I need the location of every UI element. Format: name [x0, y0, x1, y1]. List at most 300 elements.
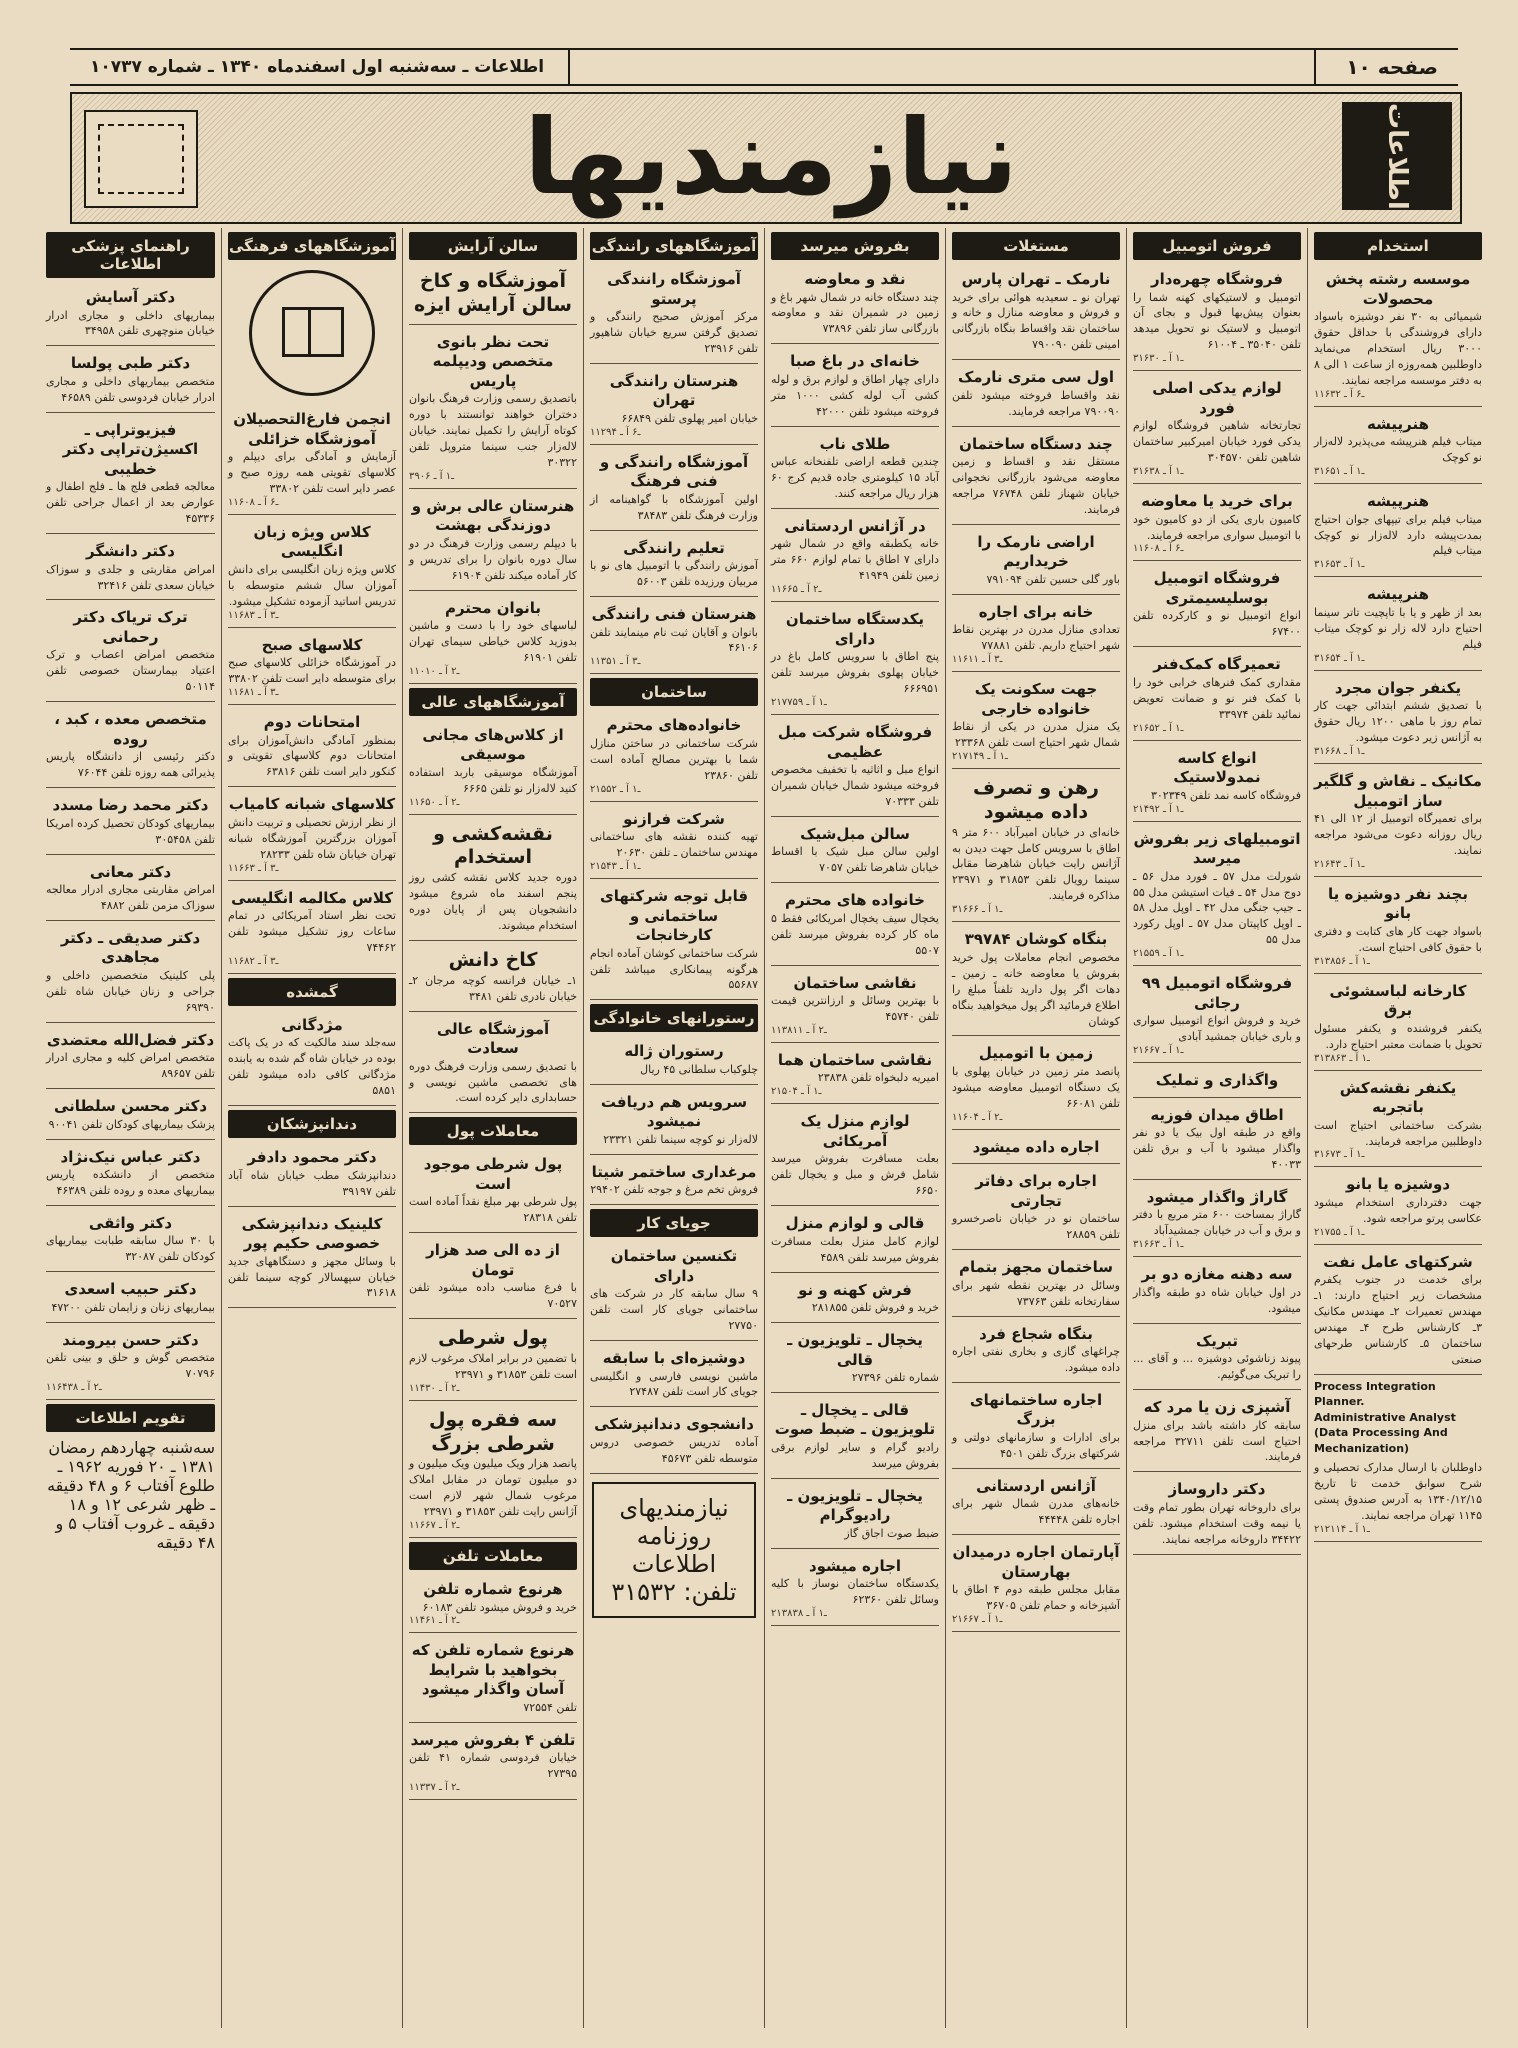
ad-body: لباسهای خود را با دست و ماشین بدوزید کلاس خیاطی سیمای تهران تلفن ۶۱۹۰۱ [409, 619, 577, 664]
classified-ad [590, 712, 758, 801]
ad-body: واقع در طبقه اول بیک یا دو نفر واگذار میشود با آب و برق تلفن ۴۰۰۳۳ [1133, 1126, 1301, 1171]
ad-reference: ۱ـ۳ آ ـ ۱۶۶۳ [228, 862, 279, 874]
section-heading: استخدام [1314, 232, 1482, 260]
classified-ad [952, 1134, 1120, 1165]
classified-ad [1133, 826, 1301, 967]
ad-heading: کارخانه لباسشوئی برق [1329, 981, 1467, 1020]
ad-body: خیابان امیر پهلوی تلفن ۶۶۸۴۹ [621, 411, 758, 425]
classified-ad [409, 595, 577, 684]
ad-reference: ۱ـ۶ آ ـ ۱۶۰۸ [228, 496, 279, 508]
classified-ad [1314, 488, 1482, 577]
classified-ad [409, 1151, 577, 1233]
classified-ad [771, 266, 939, 344]
classified-ad [46, 1327, 215, 1400]
ad-body: باسواد جهت کار های کتابت و دفتری با حقوق کافی احتیاج است. [1314, 924, 1482, 954]
ad-body: امیریه دلبخواه تلفن ۲۳۸۳۸ [817, 1071, 939, 1085]
ad-heading: نقشه‌کشی و استخدام [433, 822, 553, 869]
ad-heading: قالی ـ یخچال ـ تلویزیون ـ ضبط صوت [774, 1400, 936, 1439]
ad-heading: رستوران ژاله [624, 1042, 724, 1061]
ad-body: شرکت ساختمانی کوشان آماده انجام هرگونه پیمانکاری میباشد تلفن ۵۵۶۸۷ [590, 946, 758, 992]
ad-reference: ۳ـ۱ آ ـ ۱۶۶۶ [952, 904, 1003, 916]
ad-body: شیمیائی به ۳۰ نفر دوشیزه باسواد دارای فروشندگی با حداقل حقوق ۳۰۰۰ ریال استخدام می‌نماید داوطلبین همه‌روزه از ساعت ۱ الی ۸ به دفتر موسسه مراجعه نمایند. [1314, 310, 1483, 387]
classified-ad [771, 887, 939, 965]
ad-reference: ۳ـ۱ آ ـ ۱۳۸۵۶ [1314, 955, 1370, 967]
ad-column [583, 228, 764, 2028]
ad-heading: یکنفر جوان مجرد [1334, 678, 1462, 697]
section-heading: راهنمای پزشکی اطلاعات [46, 232, 215, 278]
classified-ad [590, 1089, 758, 1155]
ad-reference: ۲ـ۱ آ ـ ۱۵۵۹ [1133, 948, 1184, 960]
classified-ad [771, 1327, 939, 1393]
ad-reference: ۱ـ۲ آ ـ ۱۴۳۰ [409, 1382, 460, 1394]
classified-ad [46, 925, 215, 1023]
ad-reference: ۲ـ۱ آ ـ ۱۷۱۴۹ [952, 751, 1008, 763]
ad-heading: دکتر آسایش [85, 288, 176, 306]
ad-heading: برای خرید یا معاوضه [1141, 492, 1293, 511]
ad-body: باتصدیق رسمی وزارت فرهنگ بانوان دختران خواهند توانستند با دوره کوتاه آرایش را تکمیل نمایند. خیابان لاله‌زار جنب سینما متروپل تلفن ۳۰۳۲۲ [409, 392, 577, 469]
ad-heading: دوشیزه یا بانو [1345, 1175, 1451, 1194]
classified-ad [1314, 1075, 1482, 1168]
ad-heading: خانواده های محترم [785, 891, 925, 910]
ad-heading: دکتر محمد رضا مسدد [52, 796, 209, 815]
classified-ad [228, 791, 396, 880]
ad-body: ضبط صوت اجاق گاز [844, 1526, 939, 1540]
ad-heading: آموزشگاه و کاخ سالن آرایش ایزه [414, 270, 572, 316]
ad-heading: پول شرطی موجود است [423, 1155, 563, 1193]
classified-ad [228, 885, 396, 974]
classified-ad [409, 266, 577, 325]
ad-body: خانه یکطبقه واقع در شمال شهر دارای ۷ اطاق با تمام لوازم ۶۶۰ متر زمین تلفن ۴۱۹۴۹ [771, 537, 940, 583]
ad-body: آموزشگاه موسیقی باربد استفاده کنید لاله‌زار نو تلفن ۶۶۶۵ [409, 765, 577, 795]
ad-body: بشرکت ساختمانی احتیاج است داوطلبین مراجعه فرمایند. [1314, 1118, 1482, 1148]
ad-heading: گاراژ واگذار میشود [1146, 1187, 1288, 1206]
classified-ad [590, 535, 758, 597]
ad-body: با تصدیق رسمی وزارت فرهنگ دوره های تخصصی ماشین نویسی و حسابداری دایر کرده است. [409, 1059, 577, 1105]
ad-reference: ۱ـ۳ آ ـ ۱۳۵۱ [590, 656, 641, 668]
ad-body: مرکز آموزش صحیح رانندگی و تصدیق گرفتن سریع خیابان شاهپور تلفن ۲۳۹۱۶ [590, 310, 758, 355]
ad-heading: متخصص معده ، کبد ، روده [54, 710, 207, 748]
ad-body: لاله‌زار نو کوچه سینما تلفن ۲۳۳۲۱ [603, 1132, 758, 1146]
ad-heading: سرویس هم دریافت نمیشود [600, 1092, 748, 1131]
classified-ad [409, 329, 577, 489]
classified-ad [46, 417, 215, 534]
ad-heading: بنگاه شجاع فرد [979, 1324, 1093, 1343]
ad-reference: ۱ـ۲ آ ـ ۱۶۶۷ [409, 1520, 460, 1531]
ad-body: چراغهای گازی و بخاری نفتی اجاره داده میشود. [952, 1345, 1120, 1374]
ad-reference: ۱ـ۲ آ ـ ۱۳۸۱۱ [771, 1024, 827, 1036]
ad-reference: ۱ـ۶ آ ـ ۱۲۹۴ [590, 426, 641, 438]
ad-heading: تعلیم رانندگی [623, 538, 725, 557]
ad-reference: ۱ـ۲ آ ـ ۱۶۰۴ [952, 1111, 1003, 1123]
ad-heading: خانواده‌های محترم [606, 716, 742, 735]
ad-body: متخصص امراض کلیه و مجاری ادرار تلفن ۸۹۶۵۷ [46, 1051, 215, 1081]
ad-body: انواع اتومبیل نو و کارکرده تلفن ۶۷۴۰۰ [1133, 609, 1301, 639]
ad-body: متخصص بیماریهای داخلی و مجاری ادرار خیابان فردوسی تلفن ۴۶۵۸۹ [46, 374, 215, 404]
ad-body: آزمایش و آمادگی برای دیپلم و کلاسهای تقویتی همه روزه صبح و عصر دایر است تلفن ۳۳۸۰۲ [228, 450, 396, 495]
classified-ad [952, 364, 1120, 426]
ad-heading: شرکتهای عامل نفت [1323, 1252, 1473, 1271]
ad-heading: تبریک [1195, 1331, 1239, 1350]
ad-column [1126, 228, 1307, 2028]
ad-reference: ۳ـ۱ آ ـ ۱۶۵۳ [1314, 559, 1365, 571]
ad-heading: سالن مبل‌شیک [800, 824, 910, 843]
ad-heading: تحت نظر بانوی متخصص ودیپلمه پاریس [432, 332, 554, 390]
ad-heading: مکانیک ـ نقاش و گلگیر ساز اتومبیل [1314, 772, 1482, 810]
classified-ad [409, 1405, 577, 1538]
page-number: صفحه ۱۰ [1314, 50, 1458, 84]
ad-body: میتاب فیلم هنرپیشه می‌پذیرد لاله‌زار نو کوچک [1314, 435, 1482, 465]
classified-ad [409, 1016, 577, 1114]
classified-ad [1133, 1102, 1301, 1180]
ad-body: تعدادی منازل مدرن در بهترین نقاط شهر احتیاج داریم. تلفن ۷۷۸۸۱ [952, 623, 1120, 653]
masthead-logo: اطلاعات [1342, 102, 1452, 210]
classified-ad [228, 1144, 396, 1206]
ad-heading: آژانس اردستانی [976, 1476, 1096, 1495]
ad-heading: سه دهنه مغازه دو بر [1141, 1265, 1293, 1284]
ad-body: در اول خیابان شاه دو طبقه واگذار میشود. [1133, 1285, 1301, 1315]
ad-heading: جهت سکونت یک خانواده خارجی [974, 680, 1098, 718]
ad-body: پانصد متر زمین در خیابان پهلوی با یک دستگاه اتومبیل معاوضه میشود تلفن ۶۶۰۸۱ [952, 1064, 1120, 1110]
ad-heading: نارمک ـ تهران پارس [961, 270, 1111, 288]
ad-body: برای خدمت در جنوب یکفرم مشخصات زیر احتیاج دارند: ۱ـ مهندس تعمیرات ۲ـ مهندس مکانیک ۳ـ کارشناس طرح ۴ـ مهندس ساختمان ۵ـ کارشناس طرحهای صنعتی [1314, 1273, 1483, 1366]
classified-ad [590, 1411, 758, 1473]
ad-body: آماده تدریس خصوصی دروس متوسطه تلفن ۴۵۶۷۳ [590, 1435, 758, 1465]
classified-ad [771, 348, 939, 426]
classified-ad [409, 945, 577, 1012]
ad-heading: واگذاری و تملیک [1155, 1071, 1279, 1090]
ad-heading: نقد و معاوضه [804, 270, 906, 288]
classified-ad [771, 1210, 939, 1272]
classified-ad [1314, 768, 1482, 877]
classified-ad [1314, 675, 1482, 764]
ad-reference: ۳ـ۱ آ ـ ۹۰۶ [409, 470, 455, 482]
ad-body: دکتر رئیسی از دانشگاه پاریس پذیرائی همه روزه تلفن ۷۶۰۴۴ [46, 750, 215, 780]
ad-body: خانه‌های مدرن شمال شهر برای اجاره تلفن ۴۴۴۴۸ [952, 1497, 1120, 1527]
section-heading: ساختمان [590, 678, 758, 706]
classified-ad [590, 449, 758, 531]
ad-body: میتاب فیلم برای تیپهای جوان احتیاج بمدت‌پیشه دارد لاله‌زار نو کوچک میتاب فیلم [1314, 512, 1482, 558]
ad-heading: یخچال ـ تلویزیون ـ قالی [787, 1331, 923, 1369]
ad-body: با ۳۰ سال سابقه طبابت بیماریهای کودکان تلفن ۳۲۰۸۷ [46, 1234, 215, 1264]
ad-body: با دیپلم رسمی وزارت فرهنگ در دو سال دوره بانوان را برای تدریس و کار آماده میکند تلفن ۶۱۹۰۴ [409, 536, 577, 582]
classified-ad [1314, 266, 1482, 407]
ad-body: ماشین نویسی فارسی و انگلیسی جویای کار است تلفن ۲۷۴۸۷ [590, 1369, 758, 1399]
ad-heading: دکتر محسن سلطانی [53, 1097, 208, 1116]
ad-body: تجارتخانه شاهین فروشگاه لوازم یدکی فورد خیابان امیرکبیر ساختمان شاهین تلفن ۳۰۴۵۷۰ [1133, 419, 1301, 465]
paper-contact-box [592, 1482, 756, 1618]
ad-heading: رهن و تصرف داده میشود [973, 777, 1099, 823]
section-heading: فروش اتومبیل [1133, 232, 1301, 260]
ad-heading: از ده الی صد هزار تومان [426, 1241, 560, 1279]
ad-body: چلوکباب سلطانی ۴۵ ریال [640, 1062, 758, 1076]
ad-heading: آموزشگاه عالی سعادت [436, 1019, 550, 1058]
ad-body: یکنفر فروشنده و یکنفر مسئول تحویل با ضمانت معتبر احتیاج دارد. [1314, 1021, 1482, 1051]
ad-body: معالجه قطعی فلج ها ـ فلج اطفال و عوارض بعد از اعمال جراحی تلفن ۴۵۳۳۶ [46, 480, 215, 526]
masthead-title: نیازمندیها [523, 96, 1019, 218]
classified-ad [409, 493, 577, 591]
classified-ad [952, 1387, 1120, 1469]
classified-ad [228, 632, 396, 705]
ad-body: گاراژ بمساحت ۶۰۰ متر مربع با دفتر و برق و آب در خیابان جمشیدآباد [1133, 1208, 1302, 1238]
classified-ad [952, 773, 1120, 922]
ad-heading: موسسه رشته پخش محصولات [1325, 270, 1471, 308]
classified-ad [952, 1254, 1120, 1316]
ad-column [1307, 228, 1488, 2028]
ad-body: شرکت ساختمانی در ساختن منازل شما با بهترین مصالح آماده است تلفن ۲۳۸۶۰ [590, 736, 758, 782]
classified-ad [952, 1539, 1120, 1632]
ad-heading: کلینیک دندانپزشکی خصوصی حکیم پور [241, 1214, 383, 1253]
ad-body: با تضمین در برابر املاک مرغوب لازم است تلفن ۳۱۸۵۳ و ۲۳۹۷۱ [409, 1351, 577, 1381]
masthead [70, 92, 1462, 224]
ad-body: بانوان و آقایان ثبت نام مینمایند تلفن ۴۶۱۰۶ [590, 625, 758, 655]
ad-body: اتومبیل و لاستیکهای کهنه شما را بعنوان پیش‌بها قبول و بجای آن اتومبیل و لاستیک نو تحویل میدهد تلفن ۳۵۰۴۰ ـ ۶۱۰۰۴ [1133, 290, 1301, 352]
ad-body: متخصص گوش و حلق و بینی تلفن ۷۰۷۹۶ [46, 1351, 215, 1381]
ad-heading: یکنفر نقشه‌کش باتجربه [1339, 1078, 1457, 1117]
ad-reference: ۲ـ۱ آ ـ ۱۷۵۵ [1314, 1226, 1365, 1238]
classified-ad [1314, 978, 1482, 1071]
classified-ad [590, 806, 758, 879]
classified-ad [228, 1012, 396, 1106]
ad-heading: تلفن ۴ بفروش میرسد [410, 1730, 576, 1749]
classified-ad [952, 676, 1120, 769]
classified-ad [1133, 651, 1301, 740]
classified-ad [228, 519, 396, 628]
classified-ad [590, 1345, 758, 1407]
calendar-heading: تقویم اطلاعات [46, 1404, 215, 1432]
ad-heading: فروشگاه شرکت مبل عظیمی [777, 723, 933, 761]
ad-heading: ساختمان مجهز بتمام [958, 1258, 1114, 1277]
ad-heading: کلاس مکالمه انگلیسی [231, 888, 393, 907]
ad-reference: ۳ـ۱ آ ـ ۱۶۳۸ [1133, 466, 1184, 478]
classified-ad [1133, 1184, 1301, 1257]
ad-body: مستقل نقد و اقساط و زمین معاوضه می‌شود بازرگانی نخجوانی خیابان شهناز تلفن ۷۶۷۴۸ مراجعه فرمایند. [952, 455, 1120, 516]
ad-heading: فروشگاه چهره‌دار [1150, 270, 1284, 288]
ad-body: برای داروخانه تهران بطور تمام وقت یا نیمه وقت استخدام میشود. تلفن ۳۴۴۲۲ داروخانه مراجعه نمایند. [1133, 1500, 1301, 1546]
ad-reference: ۲ـ۱ آ ـ ۱۷۷۵۹ [771, 697, 827, 709]
ad-heading: شرکت فرازنو [623, 809, 725, 828]
ad-body: بیماریهای زنان و زایمان تلفن ۴۷۲۰۰ [51, 1300, 215, 1314]
ad-heading: هرنوع شماره تلفن که بخواهید با شرایط آسان واگذار میشود [411, 1641, 575, 1699]
classified-ad [590, 266, 758, 364]
classified-ad [952, 1168, 1120, 1250]
ad-heading: آپارتمان اجاره درمیدان بهارستان [952, 1543, 1120, 1581]
ad-reference: ۳ـ۱ آ ـ ۱۶۶۳ [1133, 1239, 1184, 1251]
ad-body: تلفن ۷۲۵۵۴ [523, 1700, 577, 1714]
ad-body: چند دستگاه خانه در شمال شهر باغ و زمین در شمیران نقد و معاوضه بازرگانی ساز تلفن ۷۳۸۹۶ [771, 290, 939, 336]
ad-reference: ۱ـ۲ آ ـ ۱۴۶۱ [409, 1615, 460, 1627]
classified-ad [46, 538, 215, 600]
ad-body: متخصص امراض اعصاب و ترک اعتیاد بیمارستان خصوصی تلفن ۵۰۱۱۴ [46, 648, 215, 694]
classified-ad [409, 1237, 577, 1319]
classified-ad [409, 722, 577, 815]
classified-ad [1314, 581, 1482, 670]
ad-heading: دکتر حبیب اسعدی [64, 1280, 197, 1299]
classified-ad [409, 1323, 577, 1401]
ad-reference: ۱ـ۶ آ ـ ۱۶۳۲ [1314, 388, 1365, 400]
classified-ad [590, 1159, 758, 1205]
ad-body: خیابان فردوسی شماره ۴۱ تلفن ۲۷۳۹۵ [409, 1751, 577, 1781]
ad-heading: دکتر دانشگر [86, 542, 175, 561]
classified-ad [46, 1093, 215, 1139]
ad-body: ساختمان نو در خیابان ناصرخسرو تلفن ۲۸۸۵۹ [952, 1212, 1120, 1242]
ad-heading: دکتر عباس نیک‌نژاد [60, 1147, 201, 1166]
section-heading: معاملات تلفن [409, 1542, 577, 1570]
ad-reference: ۱ـ۲ آ ـ ۱۶۵۰ [409, 796, 460, 808]
ad-reference: ۱ـ۲ آ ـ ۱۶۶۵ [771, 584, 822, 596]
ad-body: نقد واقساط فروخته میشود تلفن ۷۹۰۰۹۰ مراجعه فرمایند. [952, 388, 1120, 418]
ad-body: ۱ـ خیابان فرانسه کوچه مرجان ۲ـ خیابان نادری تلفن ۳۴۸۱ [409, 973, 577, 1003]
ad-heading: تعمیرگاه کمک‌فنر [1153, 655, 1281, 674]
ad-heading: چند دستگاه ساختمان [959, 434, 1113, 453]
ad-heading: دانشجوی دندانپزشکی [594, 1415, 754, 1434]
ad-heading: فروشگاه اتومبیل ۹۹ رجائی [1141, 974, 1293, 1012]
ad-heading: خانه‌ای در باغ صبا [790, 352, 920, 371]
classified-ad [46, 1210, 215, 1272]
ad-heading: کلاسهای صبح [261, 635, 363, 654]
ad-body: پزشک بیماریهای کودکان تلفن ۹۰۰۴۱ [48, 1117, 215, 1131]
ad-body: پیوند زناشوئی دوشیزه ... و آقای ... را تبریک می‌گوئیم. [1133, 1352, 1301, 1382]
ad-body: اولین آموزشگاه با گواهینامه از وزارت فرهنگ تلفن ۳۸۴۸۳ [590, 492, 758, 522]
box-line: نیازمندیهای [619, 1493, 729, 1522]
ad-body: سه‌جلد سند مالکیت که در یک پاکت بوده در خیابان شاه گم شده به یابنده مژدگانی کافی داده میشود تلفن ۵۸۵۱ [228, 1036, 396, 1098]
classified-ad [771, 821, 939, 883]
ad-body: امراض مقاربتی و جلدی و سوزاک خیابان سعدی تلفن ۳۲۴۱۶ [46, 562, 215, 592]
ad-body: متخصص از دانشکده پاریس بیماریهای معده و روده تلفن ۴۶۳۸۹ [46, 1168, 215, 1197]
ad-body: پول شرطی بهر مبلغ نقداً آماده است تلفن ۲۸۳۱۸ [409, 1195, 577, 1225]
ad-heading: بنگاه کوشان ۳۹۷۸۴ [964, 930, 1108, 949]
ad-reference: ۲ـ۱ آ ـ ۱۶۶۷ [1133, 1045, 1184, 1057]
ad-heading: لوازم منزل یک آمریکائی [800, 1112, 910, 1150]
ad-heading: اجاره برای دفاتر تجارتی [975, 1172, 1097, 1210]
ad-body: بعد از ظهر و یا با تاپچیت تاتر سینما احتیاج دارد لاله زار نو کوچک میتاب فیلم [1314, 605, 1482, 651]
ad-reference: ۲ـ۱ آ ـ ۱۴۹۲ [1133, 803, 1184, 815]
ad-body: فروشگاه کاسه نمد تلفن ۳۰۲۳۴۹ [1150, 788, 1301, 802]
ad-heading: تکنسین ساختمان دارای [610, 1247, 738, 1285]
classified-ad [46, 1027, 215, 1089]
ad-heading: اجاره داده میشود [972, 1137, 1100, 1156]
ad-body: رادیو گرام و سایر لوازم برقی بفروش میرسد [771, 1440, 939, 1470]
classified-ad [952, 599, 1120, 672]
classified-ad [1314, 881, 1482, 974]
edition-line: اطلاعات ـ سه‌شنبه اول اسفندماه ۱۳۴۰ ـ شماره ۱۰۷۳۷ [70, 50, 570, 84]
ad-body: خرید و فروش انواع اتومبیل سواری و باری خیابان جمشید آبادی [1133, 1014, 1301, 1044]
ad-body: با فرع مناسب داده میشود تلفن ۷۰۵۲۷ [409, 1281, 577, 1311]
classified-ad [1133, 1328, 1301, 1390]
ad-reference: ۳ـ۱ آ ـ ۱۶۶۸ [1314, 746, 1365, 757]
classified-ad [1133, 1067, 1301, 1098]
ad-reference: ۱ـ۲ آ ـ ۱۳۳۷ [409, 1782, 460, 1794]
ad-heading: کلاسهای شبانه کامیاب [228, 795, 396, 814]
ad-body: برای ادارات و سازمانهای دولتی و شرکتهای بزرگ تلفن ۴۵۰۱ [952, 1430, 1120, 1460]
ad-heading: فروشگاه اتومبیل بوسلیسیمتری [1153, 569, 1281, 607]
ad-reference: ۲ـ۱ آ ـ ۱۵۰۴ [771, 1086, 822, 1098]
ad-reference: ۲ـ۱ آ ـ ۱۵۵۲ [590, 783, 641, 795]
classified-ad [46, 859, 215, 921]
classified-ad [771, 1397, 939, 1479]
ad-body: کامیون باری یکی از دو کامیون خود با اتومبیل سواری مراجعه فرمایند. [1133, 512, 1301, 542]
ad-heading: دکتر معانی [89, 862, 172, 881]
ad-body: بعلت مسافرت بفروش میرسد شامل فرش و مبل و یخچال تلفن ۶۶۵۰ [771, 1152, 939, 1198]
ad-body: اولین سالن مبل شیک با اقساط خیابان شاهرضا تلفن ۷۰۵۷ [771, 845, 939, 875]
ad-reference: ۱ـ۳ آ ـ ۱۶۸۲ [228, 955, 279, 967]
ad-reference: ۲ـ۱ آ ـ ۱۲۱۱۴ [1314, 1523, 1370, 1535]
ad-reference: ۳ـ۱ آ ـ ۱۶۵۱ [1314, 466, 1365, 478]
classified-ad [1133, 565, 1301, 647]
ad-body: بمنظور آمادگی دانش‌آموزان برای امتحانات دوم کلاسهای تقویتی و کنکور دایر است تلفن ۶۳۸۱۶ [228, 733, 396, 779]
classified-ad [771, 970, 939, 1043]
ad-heading: هنرپیشه [1367, 414, 1429, 433]
classified-ad [590, 368, 758, 445]
ad-column [40, 228, 221, 2028]
ad-body: یک منزل مدرن در یکی از نقاط شمال شهر احتیاج است تلفن ۲۳۳۶۸ [952, 720, 1120, 750]
classified-ad [46, 792, 215, 854]
ad-body: جهت دفترداری استخدام میشود عکاسی پرتو مراجعه شود. [1314, 1195, 1482, 1225]
ad-body: سابقه کار داشته باشد برای منزل احتیاج است تلفن ۳۲۷۱۱ مراجعه فرمایند. [1133, 1418, 1301, 1464]
ad-body: پانصد هزار ویک میلیون ویک میلیون و دو میلیون تومان در مقابل املاک مرغوب شمال شهر لازم است آژانس رایت تلفن ۳۱۸۵۳ و ۲۳۹۷۱ [409, 1457, 577, 1519]
ad-heading: دکتر داروساز [1168, 1480, 1266, 1499]
ad-heading: یخچال ـ تلویزیون ـ رادیوگرام [787, 1486, 923, 1525]
ad-column [221, 228, 402, 2028]
classified-ad [1314, 1171, 1482, 1244]
ad-body: بیماریهای کودکان تحصیل کرده امریکا تلفن ۳۰۵۴۵۸ [46, 816, 215, 846]
section-heading: آموزشگاههای عالی [409, 688, 577, 716]
classified-ad [1133, 1261, 1301, 1323]
ad-body: پلی کلینیک متخصصین داخلی و جراحی و زنان خیابان شاه تلفن ۶۹۳۹۰ [46, 968, 215, 1014]
classified-ad [1133, 266, 1301, 371]
classified-ad [1133, 745, 1301, 822]
ad-body: مقداری کمک فنرهای خرابی خود را با کمک فنر نو و ضمانت تعویض نمائید تلفن ۳۳۹۷۴ [1133, 675, 1301, 721]
ad-heading: اجاره ساختمانهای بزرگ [969, 1390, 1103, 1429]
classified-ad [771, 606, 939, 715]
ad-heading: هنرپیشه [1367, 585, 1429, 604]
classified-ad [46, 350, 215, 412]
classified-ad [952, 431, 1120, 525]
ad-reference: ۱ـ۶ آ ـ ۱۶۰۸ [1133, 543, 1184, 555]
ad-body: شورلت مدل ۵۷ ـ فورد مدل ۵۶ ـ دوج مدل ۵۴ ـ فیات استیشن مدل ۵۵ ـ جیپ جنگی مدل ۴۲ ـ اوپل مدل ۵۸ ـ اوپل کاپیتان مدل ۵۷ ـ اوپل رکورد مدل ۵۵ [1133, 869, 1302, 947]
classified-ad [771, 719, 939, 817]
classified-ad [1314, 411, 1482, 484]
classified-ad [46, 1144, 215, 1206]
ad-body: تحت نظر استاد آمریکائی در تمام ساعات روز تشکیل میشود تلفن ۷۴۴۶۲ [228, 909, 396, 954]
ad-heading: دکتر صدیقی ـ دکتر مجاهدی [60, 928, 201, 967]
ad-heading: مژدگانی [281, 1015, 343, 1034]
classified-ad [46, 706, 215, 788]
ad-body: تهران نو ـ سعیدیه هوائی برای خرید و فروش و معاوضه منازل و خانه و ساختمان نقد واقساط بنگاه بازرگانی امینی تلفن ۷۹۰۰۹۰ [952, 290, 1120, 352]
ad-columns [40, 228, 1488, 2028]
classified-ad [952, 1473, 1120, 1535]
ad-reference: ۱ـ۳ آ ـ ۱۶۸۳ [228, 609, 279, 621]
classified-ad [409, 1637, 577, 1722]
section-heading: سالن آرایش [409, 232, 577, 260]
ad-heading: زمین با اتومبیل [978, 1044, 1094, 1063]
ad-heading: آموزشگاه رانندگی پرستو [607, 270, 741, 308]
ad-reference: ۳ـ۱ آ ـ ۱۶۷۳ [1314, 1149, 1365, 1161]
classified-ad [228, 1211, 396, 1309]
ad-body: باور گلی حسین تلفن ۷۹۱۰۹۴ [986, 572, 1120, 586]
classified-ad [409, 1576, 577, 1633]
classified-ad [1133, 1394, 1301, 1472]
ad-heading: نقاشی ساختمان [793, 973, 917, 992]
classified-ad [771, 1277, 939, 1323]
ad-column [764, 228, 945, 2028]
ad-body: چندین قطعه اراضی تلفنخانه عباس آباد ۱۵ کیلومتری جاده قدیم کرج ۶۰ هزار ریال مراجعه کنند. [771, 455, 939, 500]
ad-heading: لوازم یدکی اصلی فورد [1152, 379, 1282, 417]
box-line: تلفن: ۳۱۵۳۲ [611, 1577, 737, 1606]
classified-ad [952, 529, 1120, 595]
ad-heading: دکتر حسن بیرومند [62, 1330, 199, 1349]
english-job-title: Process Integration Planner. [1314, 1379, 1436, 1409]
ad-heading: اجاره میشود [808, 1556, 902, 1575]
